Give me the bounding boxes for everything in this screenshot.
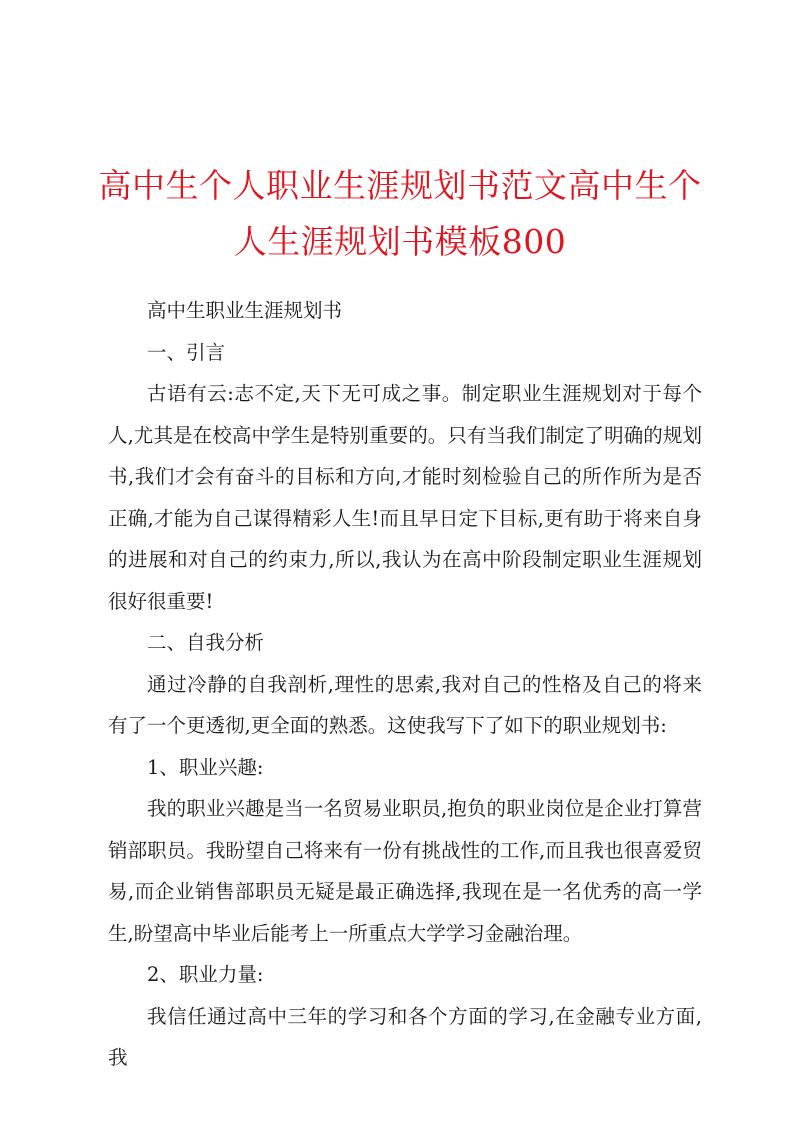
subheading-career-interest: 1、职业兴趣: [147, 755, 264, 779]
body-paragraph: 通过冷静的自我剖析,理性的思索,我对自己的性格及自己的将来有了一个更透彻,更全面的熟悉。这使我写下了如下的职业规划书: [108, 672, 702, 737]
subheading-career-ability: 2、职业力量: [147, 963, 264, 986]
document-body [108, 290, 702, 1079]
body-paragraph: 我的职业兴趣是当一名贸易业职员,抱负的职业岗位是企业打算营销部职员。我盼望自己将来有一份有挑战性的工作,而且我也很喜爱贸易,而企业销售部职员无疑是最正确选择,我现在是一名优秀的高一学生,盼望高中毕业后能考上一所重点大学学习金融治理。 [108, 797, 702, 945]
document-title: 高中生个人职业生涯规划书范文高中生个人生涯规划书模板800 [98, 166, 702, 261]
subtitle-paragraph: 高中生职业生涯规划书 [147, 299, 343, 322]
section-heading-self-analysis: 二、自我分析 [147, 631, 265, 654]
section-heading-introduction: 一、引言 [147, 340, 226, 364]
body-paragraph: 古语有云:志不定,天下无可成之事。制定职业生涯规划对于每个人,尤其是在校高中学生是特别重要的。只有当我们制定了明确的规划书,我们才会有奋斗的目标和方向,才能时刻检验自己的所作所为是否正确,才能为自己谋得精彩人生!而且早日定下目标,更有助于将来自身的进展和对自己的约束力,所以,我认为在高中阶段制定职业生涯规划很好很重要! [108, 382, 702, 613]
body-paragraph: 我信任通过高中三年的学习和各个方面的学习,在金融专业方面,我 [108, 1004, 702, 1069]
